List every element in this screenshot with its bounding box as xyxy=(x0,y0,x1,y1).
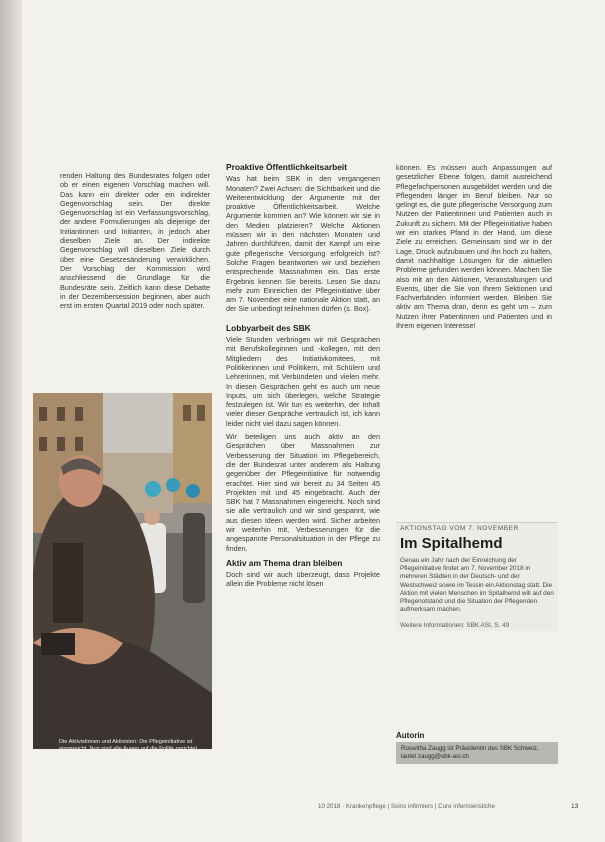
column-2 xyxy=(226,163,380,593)
box-reference: Weitere Informationen: SBK ASI, S. 49 xyxy=(400,622,510,630)
protest-photo xyxy=(33,393,212,749)
photo-caption: Die Aktivistinnen und Aktivisten: Die Pflegeinitiative ist eingereicht. Nun sind alle Augen auf die Politik gerichtet, damit die Anliegen der Pflegenden Gehör finden. xyxy=(59,739,199,760)
col2-paragraph-4: Doch sind wir auch überzeugt, dass Projekte allein die Probleme nicht lösen xyxy=(226,570,380,589)
protest-photo-image xyxy=(33,393,212,749)
box-title: Im Spitalhemd xyxy=(400,535,503,552)
author-bio: Roswitha Zaugg ist Präsidentin des SBK Schweiz, lautet zaugg@sbk-asi.ch xyxy=(396,742,558,764)
col1-paragraph: renden Haltung des Bundesrates folgen oder ob er einen eigenen Vorschlag machen will. Das kann ein direkter oder ein indirekter Gegenvorschlag sein. Der direkte Gegenvorschlag ist ein Verfassungsvorschlag, der andere Formulierungen als diejenige der Initiantinnen und Initianten, in jedoch aber dieselben Ziele an. Der indirekte Gegenvorschlag will dieselben Ziele durch über eine Gesetzesänderung verwirklichen. Der Vorschlag der Kommission wird anschliessend die Grundlage für die Bundesräte sein. Zeitlich kann diese Debatte in der Dezembersession beginnen, aber auch erst im ersten Quartal 2019 oder noch später. xyxy=(60,171,210,311)
author-section xyxy=(396,731,558,764)
action-day-box xyxy=(396,522,558,631)
heading-lobbying: Lobbyarbeit des SBK xyxy=(226,322,311,333)
column-3 xyxy=(396,163,552,334)
box-body: Genau ein Jahr nach der Einreichung der Pflegeinitiative findet am 7. November 2018 in mehreren Städten in der Deutsch- und der Westschweiz sowie im Tessin ein Aktionstag statt. Die Aktion mit vielen Menschen im Spitalhemd will auf den Pflegenotstand und die Situation der Pflegenden aufmerksam machen. xyxy=(400,557,554,614)
author-label: Autorin xyxy=(396,731,425,740)
col2-paragraph-2: Viele Stunden verbringen wir mit Gesprächen mit Berufskolleginnen und -kollegen, mit den Mitgliedern des Initiativkomitees, mit Politikerinnen und Politikern, mit Schülern und Lehrerinnen, mit Verbündeten und vielen mehr. In diesen Gesprächen geht es auch um neue Inputs, um sich überlegen, welche Strategie festzulegen ist. Wir tun es weiterhin, der Inhalt vieler dieser Gespräche vertraulich ist, ich kann leider nicht viel dazu sagen können. xyxy=(226,335,380,428)
page-gutter xyxy=(0,0,22,842)
page-footer: 10 2018 · Krankenpflege | Soins infirmiers | Cure infermieristiche xyxy=(318,803,495,810)
heading-public-relations: Proaktive Öffentlichkeitsarbeit xyxy=(226,162,348,172)
col2-paragraph-3: Wir beteiligen uns auch aktiv an den Gesprächen über Massnahmen zur Verbesserung der Situation im Pflegebereich, die der Bundesrat unter anderem als Haltung gegenüber der Pflegeinitiative für notwendig erachtet. Hier sind wir bereit zu 34 Seiten 45 Projekten mit und 45 eingebracht. Auch der SBK hat 7 Massnahmen eingereicht. Noch sind sie alle vertraulich und wir sind gespannt, wie aus diesen Ideen werden wird. Sicher arbeiten wir weiterhin mit, Verbesserungen für die angespannte Personalsituation in der Pflege zu finden. xyxy=(226,432,380,553)
box-kicker: AKTIONSTAG VOM 7. NOVEMBER xyxy=(400,525,519,532)
col2-paragraph-1: Was hat beim SBK in den vergangenen Monaten? Zwei Achsen: die Sichtbarkeit und die Weiterentwicklung der Argumente mit der proaktive Öffentlichkeitsarbeit. Welche Argumente kommen an? Wie können wir sie in den Medien platzieren? Welche Aktionen müssen wir in den nächsten Monaten und Jahren durchführen, damit der Kampf um eine gute pflegerische Versorgung erfolgreich ist? Solche Fragen beantworten wir und beziehen entsprechende Massnahmen ein. Das erste Ergebnis kennen Sie bereits. Lesen Sie dazu mehr zum Einreichen der Pflegeinitiative über am 7. November eine nationale Aktion statt, an der Sie unbedingt teilnehmen dürfen (s. Box). xyxy=(226,174,380,314)
page-number: 13 xyxy=(571,803,579,810)
column-1 xyxy=(60,171,210,314)
heading-stay-active: Aktiv am Thema dran bleiben xyxy=(226,557,343,568)
col3-paragraph: können. Es müssen auch Anpassungen auf gesetzlicher Ebene folgen, damit ausreichend Pflegefachpersonen ausgebildet werden und die Pflegenden länger im Beruf bleiben. Nur so gelingt es, die gute pflegerische Versorgung zum Nutzen der Patientinnen und Patienten auch in Zukunft zu sichern. Mit der Pflegeinitiative haben wir ein starkes Pfand in der Hand, um diese Ziele zu erreichen. Gemeinsam sind wir in der Lage, Druck aufzubauen und ihn hoch zu halten, damit nachhaltige Lösungen für die aktuellen Probleme gefunden werden können. Machen Sie also mit an den Aktionen, Veranstaltungen und Events, über die Sie von Ihrem Sektionen und Fachverbänden informiert werden. Bleiben Sie aktiv am Thema dran, denn es geht um – zum Nutzen ihrer Patientinnen und Patienten und in Ihrem eigenen Interesse! xyxy=(396,163,552,331)
